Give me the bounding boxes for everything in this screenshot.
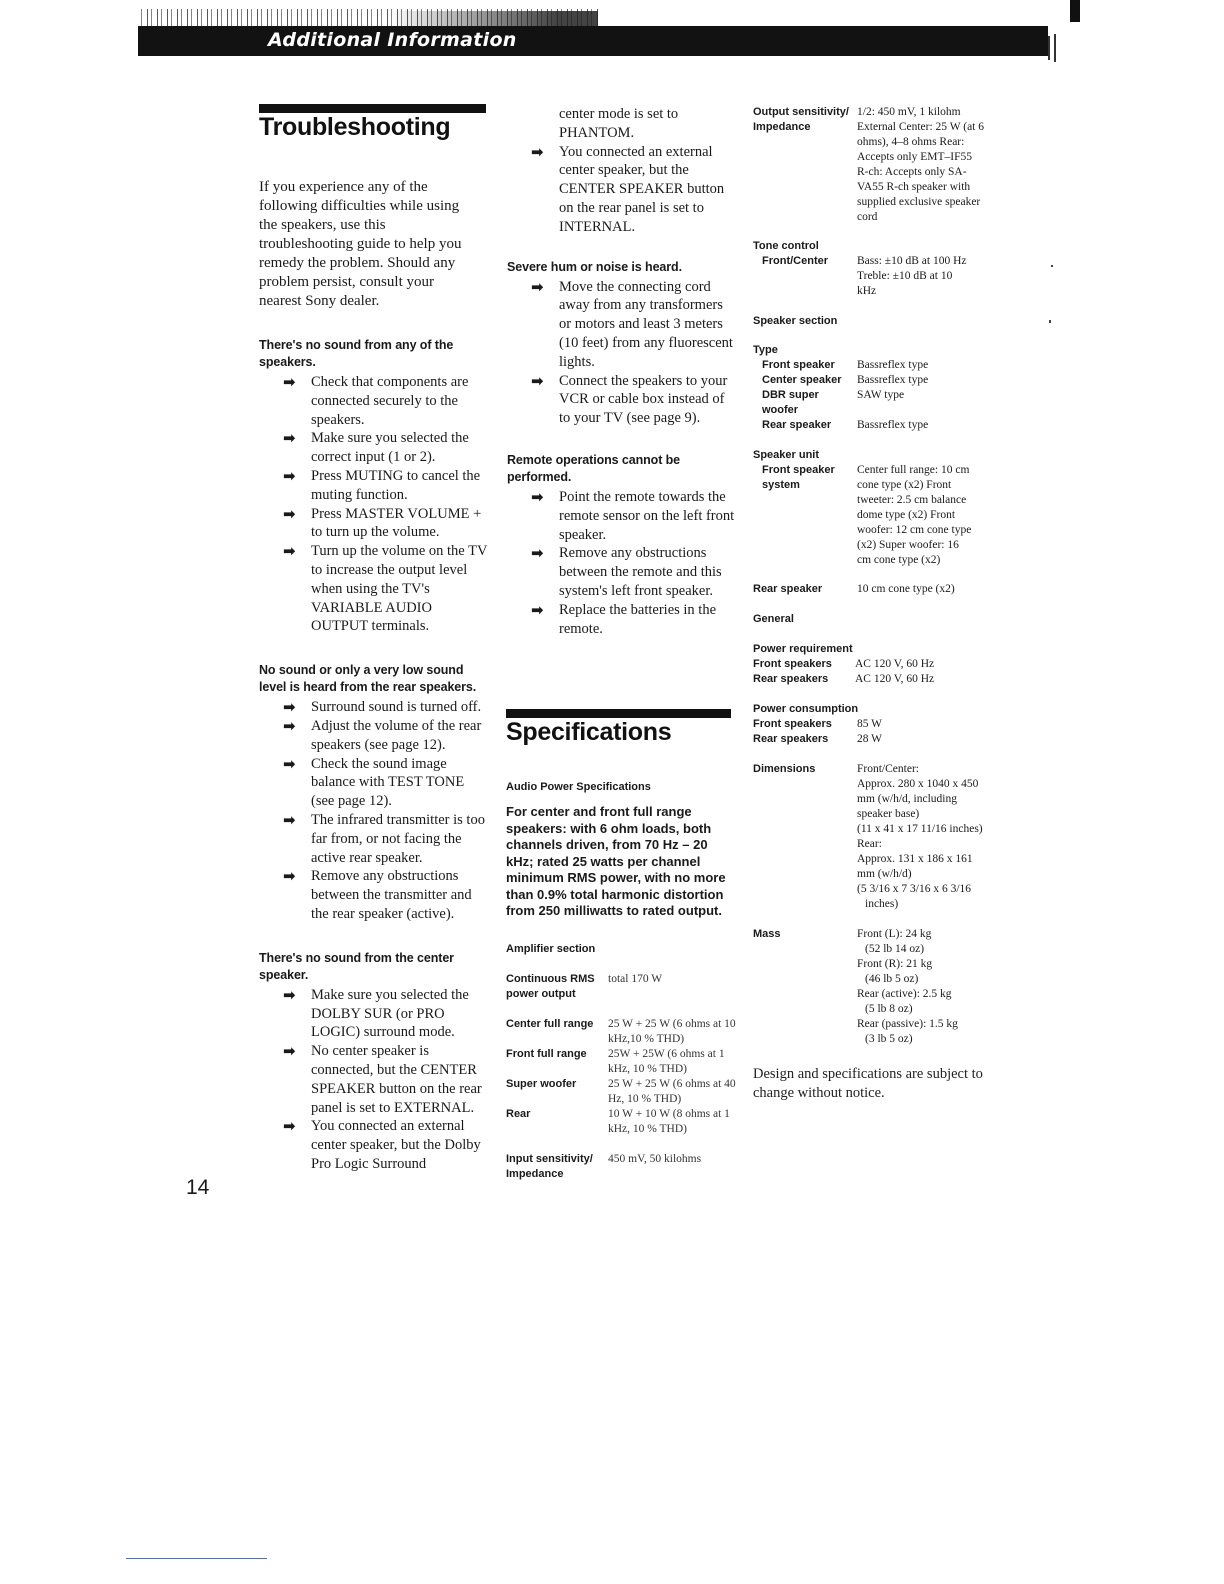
spec-value: AC 120 V, 60 Hz xyxy=(855,673,935,685)
scan-dot xyxy=(1049,320,1051,323)
arrow-icon: ➡ xyxy=(531,277,544,296)
spec-value: 1/2: 450 mV, 1 kilohm External Center: 25 W (at 6 ohms), 4–8 ohms Rear: Accepts only EMT–IF55 R-ch: Accepts only SA-VA55 R-ch speaker with supplied exclusive speaker cord xyxy=(857,106,984,223)
table-row xyxy=(753,373,993,388)
trouble-section xyxy=(259,662,489,924)
table-row xyxy=(506,1077,741,1107)
arrow-icon: ➡ xyxy=(283,867,296,886)
specifications-footer-note: Design and specifications are subject to change without notice. xyxy=(753,1066,983,1101)
list-item-text: Replace the batteries in the remote. xyxy=(559,601,717,637)
trouble-list xyxy=(507,278,737,428)
spec-value: Bass: ±10 dB at 100 Hz Treble: ±10 dB at 10 kHz xyxy=(857,255,967,297)
trouble-section-title: Remote operations cannot be performed. xyxy=(507,452,681,484)
amp-value: 450 mV, 50 kilohms xyxy=(608,1152,702,1165)
specifications-rule xyxy=(506,709,731,718)
mass-line: Front (L): 24 kg xyxy=(857,928,932,940)
power-requirement-heading: Power requirement xyxy=(753,643,853,655)
trouble-list xyxy=(507,488,737,638)
list-item-text: Adjust the volume of the rear speakers (see page 12). xyxy=(311,717,482,753)
table-row xyxy=(753,388,993,418)
bottom-link-underline xyxy=(126,1558,267,1559)
table-row xyxy=(753,657,993,672)
spec-value: Center full range: 10 cm cone type (x2) Front tweeter: 2.5 cm balance dome type (x2) Front woofer: 12 cm cone type (x2) Super woofer: 16 cm cone type (x2) xyxy=(857,464,972,566)
table-row xyxy=(753,463,993,568)
arrow-icon: ➡ xyxy=(283,504,296,523)
arrow-icon: ➡ xyxy=(283,810,296,829)
amp-value: 25W + 25W (6 ohms at 1 kHz, 10 % THD) xyxy=(608,1047,725,1075)
spec-label: Mass xyxy=(753,928,781,940)
spec-value: 28 W xyxy=(857,733,883,745)
list-item-text: The infrared transmitter is too far from, or not facing the active rear speaker. xyxy=(311,811,485,866)
table-row xyxy=(753,672,993,687)
spec-value: Bassreflex type xyxy=(857,374,929,386)
dim-rear-inches: (5 3/16 x 7 3/16 x 6 3/16 inches) xyxy=(857,883,972,910)
spec-label: Front/Center xyxy=(762,255,828,267)
trouble-section xyxy=(259,950,489,1174)
table-row xyxy=(506,1017,741,1047)
troubleshooting-rule xyxy=(259,104,486,113)
arrow-icon: ➡ xyxy=(283,1117,296,1136)
list-item xyxy=(259,373,489,429)
amp-label: Rear xyxy=(506,1107,531,1120)
table-row xyxy=(753,582,993,597)
dim-rear-heading: Rear: xyxy=(857,838,882,850)
amp-label: Continuous RMS power output xyxy=(506,972,595,1000)
speaker-section-heading: Speaker section xyxy=(753,315,838,327)
spec-value: SAW type xyxy=(857,389,905,401)
spec-value: Bassreflex type xyxy=(857,359,929,371)
arrow-icon: ➡ xyxy=(283,542,296,561)
list-item-text: Point the remote towards the remote sensor on the left front speaker. xyxy=(559,488,735,543)
spec-label: Output sensitivity/ Impedance xyxy=(753,106,849,133)
spec-value: 10 cm cone type (x2) xyxy=(857,583,955,595)
audio-power-heading: Audio Power Specifications xyxy=(506,781,651,793)
table-row xyxy=(506,1152,741,1182)
list-item-text: No center speaker is connected, but the CENTER SPEAKER button on the rear panel is set to EXTERNAL. xyxy=(311,1043,482,1116)
arrow-icon: ➡ xyxy=(283,698,296,717)
list-item-text: center mode is set to PHANTOM. xyxy=(559,106,679,141)
list-item-text: Surround sound is turned off. xyxy=(311,699,482,716)
tone-control-heading: Tone control xyxy=(753,240,819,252)
table-row xyxy=(753,418,993,433)
trouble-list xyxy=(259,986,489,1174)
list-item xyxy=(259,429,489,467)
trouble-section-title: Severe hum or noise is heard. xyxy=(507,259,682,274)
list-item xyxy=(259,755,489,811)
table-row xyxy=(753,358,993,373)
amp-value: 25 W + 25 W (6 ohms at 10 kHz,10 % THD) xyxy=(608,1017,736,1045)
arrow-icon: ➡ xyxy=(283,373,296,391)
section-header-title: Additional Information xyxy=(268,29,517,51)
amp-label: Input sensitivity/ Impedance xyxy=(506,1152,593,1180)
edge-mark xyxy=(1054,34,1056,62)
arrow-icon: ➡ xyxy=(531,142,544,161)
list-item-text: Remove any obstructions between the remote and this system's left front speaker. xyxy=(559,545,722,599)
troubleshooting-title: Troubleshooting xyxy=(259,113,451,141)
list-item xyxy=(259,811,489,867)
list-item xyxy=(259,505,489,543)
table-row xyxy=(506,972,741,1002)
list-item-text: You connected an external center speaker, but the CENTER SPEAKER button on the rear panel is set to INTERNAL. xyxy=(559,143,725,235)
table-row xyxy=(506,1047,741,1077)
list-item-text: Press MASTER VOLUME + to turn up the volume. xyxy=(311,505,482,541)
amp-label: Center full range xyxy=(506,1017,594,1030)
list-item-text: Make sure you selected the correct input (1 or 2). xyxy=(311,430,469,466)
table-row xyxy=(753,254,993,299)
arrow-icon: ➡ xyxy=(283,466,296,485)
arrow-icon: ➡ xyxy=(283,754,296,773)
edge-mark xyxy=(1048,36,1050,60)
spec-value: Bassreflex type xyxy=(857,419,929,431)
arrow-icon: ➡ xyxy=(531,600,544,619)
spec-label: Center speaker xyxy=(762,374,842,386)
list-item xyxy=(259,1042,489,1117)
corner-registration-mark xyxy=(1070,0,1080,22)
list-item-text: You connected an external center speaker, but the Dolby Pro Logic Surround xyxy=(311,1118,481,1172)
spec-label: Rear speakers xyxy=(753,673,829,685)
spec-label: Front speakers xyxy=(753,658,832,670)
amp-value: total 170 W xyxy=(608,972,663,985)
amplifier-heading: Amplifier section xyxy=(506,942,596,955)
trouble-section-title: There's no sound from any of the speakers. xyxy=(259,338,454,369)
list-item xyxy=(507,601,737,639)
list-item-text: Turn up the volume on the TV to increase the output level when using the TV's VARIABLE AUDIO OUTPUT terminals. xyxy=(311,543,488,635)
amp-label: Super woofer xyxy=(506,1077,577,1090)
troubleshooting-intro: If you experience any of the following difficulties while using the speakers, use this troubleshooting guide to help you remedy the problem. Should any problem persist, consult your nearest Sony dealer. xyxy=(259,179,462,309)
list-item-text: Remove any obstructions between the transmitter and the rear speaker (active). xyxy=(311,868,472,922)
list-item xyxy=(259,717,489,755)
general-heading: General xyxy=(753,613,794,625)
mass-line: (3 lb 5 oz) xyxy=(865,1033,913,1045)
list-item xyxy=(259,542,489,636)
specifications-column-3 xyxy=(753,105,993,1103)
arrow-icon: ➡ xyxy=(531,371,544,390)
arrow-icon: ➡ xyxy=(531,544,544,563)
dim-front: Approx. 280 x 1040 x 450 mm (w/h/d, including speaker base) xyxy=(857,778,979,820)
mass-line: (52 lb 14 oz) xyxy=(865,943,925,955)
mass-line: Rear (passive): 1.5 kg xyxy=(857,1018,958,1030)
scan-dot xyxy=(1051,265,1053,267)
trouble-list xyxy=(259,698,489,924)
spec-label: Dimensions xyxy=(753,763,816,775)
troubleshooting-column-2 xyxy=(507,103,737,638)
table-row xyxy=(753,105,993,225)
mass-line: (46 lb 5 oz) xyxy=(865,973,919,985)
dimensions-value xyxy=(857,762,985,912)
arrow-icon: ➡ xyxy=(283,429,296,448)
spec-label: Rear speaker xyxy=(762,419,832,431)
speaker-unit-heading: Speaker unit xyxy=(753,449,820,461)
mass-line: Rear (active): 2.5 kg xyxy=(857,988,952,1000)
spec-label: Front speakers xyxy=(753,718,832,730)
list-item xyxy=(507,488,737,544)
audio-power-text: For center and front full range speakers: with 6 ohm loads, both channels driven, from 70 Hz – 20 kHz; rated 25 watts per channel minimum RMS power, with no more than 0.9% total harmonic distortion from 250 milliwatts to rated output. xyxy=(506,804,726,918)
amplifier-table xyxy=(506,972,741,1182)
list-item xyxy=(259,867,489,923)
trouble-section xyxy=(259,337,489,636)
spec-label: Front speaker xyxy=(762,359,835,371)
list-item xyxy=(507,105,737,143)
mass-line: (5 lb 8 oz) xyxy=(865,1003,913,1015)
list-item xyxy=(507,143,737,237)
spec-value: AC 120 V, 60 Hz xyxy=(855,658,935,670)
amp-label: Front full range xyxy=(506,1047,587,1060)
spec-label: Front speaker system xyxy=(762,464,835,491)
list-item xyxy=(259,467,489,505)
amp-value: 10 W + 10 W (8 ohms at 1 kHz, 10 % THD) xyxy=(608,1107,730,1135)
spec-label: DBR super woofer xyxy=(762,389,819,416)
list-item-text: Move the connecting cord away from any transformers or motors and least 3 meters (10 feet) from any fluorescent lights. xyxy=(559,278,733,370)
list-item xyxy=(507,278,737,372)
trouble-list xyxy=(259,373,489,636)
table-row xyxy=(753,927,993,1047)
power-consumption-heading: Power consumption xyxy=(753,703,859,715)
amp-value: 25 W + 25 W (6 ohms at 40 Hz, 10 % THD) xyxy=(608,1077,736,1105)
spec-label: Rear speaker xyxy=(753,583,823,595)
specifications-title: Specifications xyxy=(506,718,672,746)
list-item-text: Make sure you selected the DOLBY SUR (or PRO LOGIC) surround mode. xyxy=(311,986,469,1041)
specifications-column-2 xyxy=(506,780,741,1182)
list-item xyxy=(259,986,489,1042)
trouble-list-continued xyxy=(507,105,737,237)
mass-value xyxy=(857,927,985,1047)
table-row xyxy=(753,732,993,747)
list-item-text: Press MUTING to cancel the muting function. xyxy=(311,467,481,503)
list-item-text: Connect the speakers to your VCR or cable box instead of to your TV (see page 9). xyxy=(559,372,728,427)
trouble-section xyxy=(507,259,737,428)
dim-rear: Approx. 131 x 186 x 161 mm (w/h/d) xyxy=(857,853,973,880)
dim-front-heading: Front/Center: xyxy=(857,763,919,775)
arrow-icon: ➡ xyxy=(531,487,544,506)
dim-front-inches: (11 x 41 x 17 11/16 inches) xyxy=(857,823,983,835)
list-item xyxy=(259,1117,489,1173)
arrow-icon: ➡ xyxy=(283,985,296,1004)
table-row xyxy=(506,1107,741,1137)
list-item xyxy=(507,544,737,600)
type-heading: Type xyxy=(753,344,778,356)
trouble-section xyxy=(507,452,737,638)
list-item xyxy=(507,372,737,428)
table-row xyxy=(753,762,993,912)
arrow-icon: ➡ xyxy=(283,716,296,735)
page-number: 14 xyxy=(186,1176,210,1199)
list-item xyxy=(259,698,489,717)
arrow-icon: ➡ xyxy=(283,1042,296,1061)
table-row xyxy=(753,717,993,732)
mass-line: Front (R): 21 kg xyxy=(857,958,933,970)
list-item-text: Check that components are connected securely to the speakers. xyxy=(311,374,469,428)
trouble-section-title: No sound or only a very low sound level is heard from the rear speakers. xyxy=(259,663,477,695)
trouble-section-title: There's no sound from the center speaker. xyxy=(259,950,454,982)
troubleshooting-column-1 xyxy=(259,178,489,1174)
list-item-text: Check the sound image balance with TEST TONE (see page 12). xyxy=(311,755,465,810)
spec-value: 85 W xyxy=(857,718,883,730)
spec-label: Rear speakers xyxy=(753,733,829,745)
